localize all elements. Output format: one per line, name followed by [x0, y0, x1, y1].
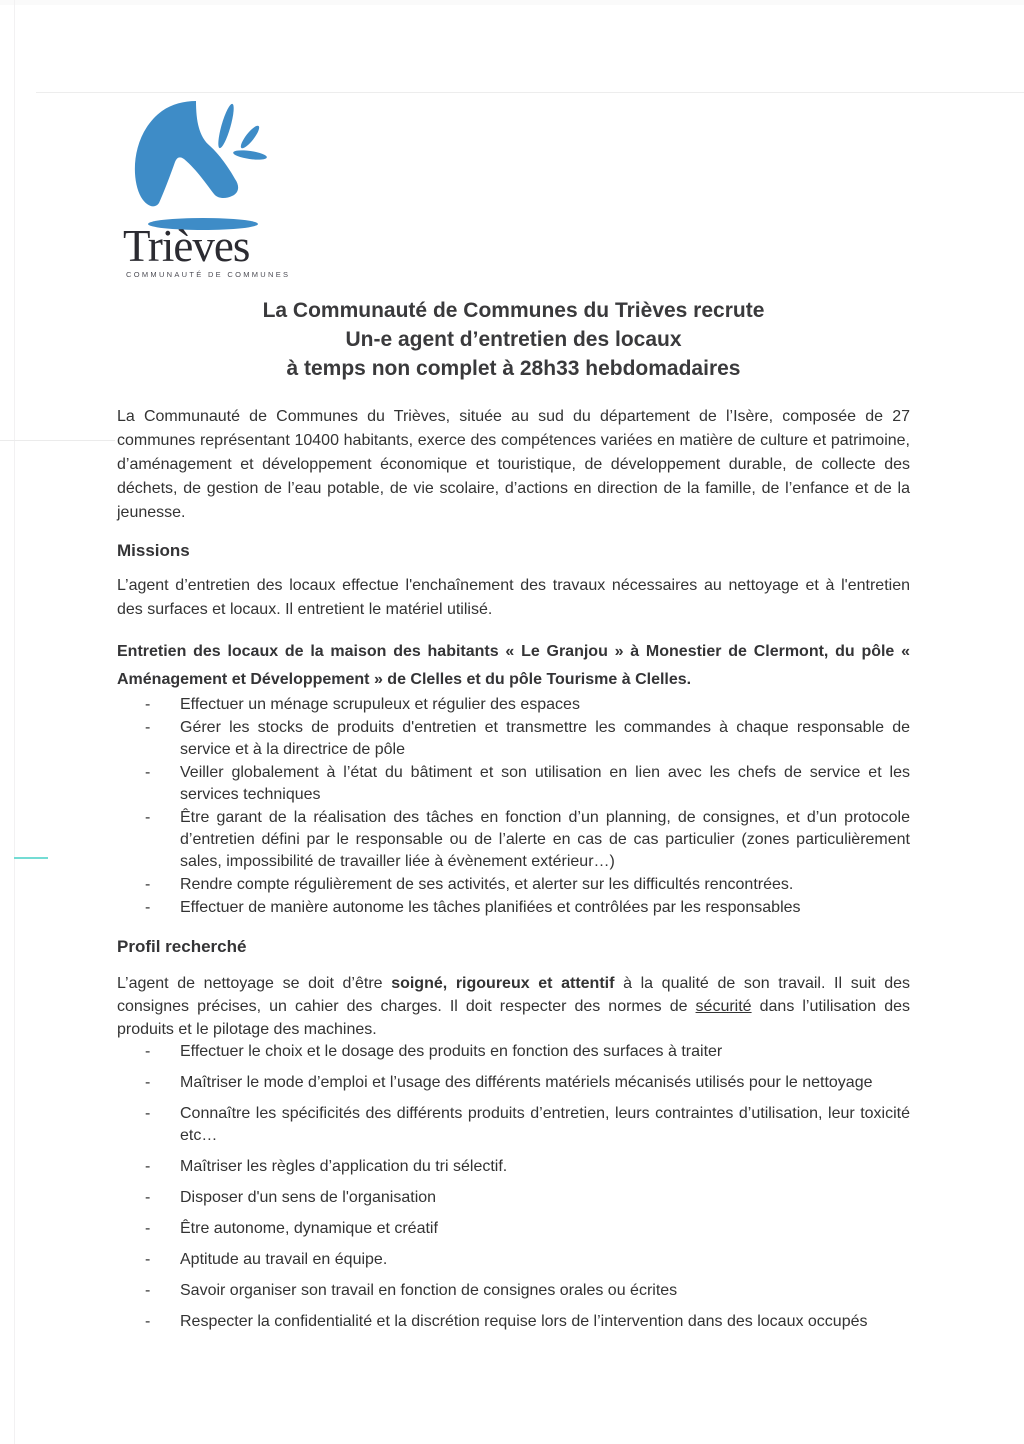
- bullet-text: Être autonome, dynamique et créatif: [180, 1220, 438, 1237]
- title-line-1: La Communauté de Communes du Trièves recrute: [262, 299, 765, 322]
- profile-intro-bold: soigné, rigoureux et attentif: [391, 975, 615, 992]
- missions-list: [117, 694, 910, 919]
- scan-artifact-hline-mid: [0, 440, 115, 441]
- logo-wordmark: Trièves: [123, 221, 250, 271]
- bullet-text: Effectuer le choix et le dosage des produits en fonction des surfaces à traiter: [180, 1043, 723, 1060]
- profile-intro-underlined: sécurité: [695, 998, 752, 1015]
- bullet-text: Maîtriser les règles d’application du tri sélectif.: [180, 1158, 508, 1175]
- bullet-text: Rendre compte régulièrement de ses activités, et alerter sur les difficultés rencontrées.: [180, 876, 794, 893]
- list-item: [145, 1156, 910, 1178]
- missions-heading: Missions: [117, 541, 190, 560]
- document-body: [117, 0, 910, 1342]
- bullet-text: Savoir organiser son travail en fonction de consignes orales ou écrites: [180, 1282, 678, 1299]
- bullet-dash: -: [145, 696, 151, 713]
- bullet-dash: -: [145, 1282, 151, 1299]
- title-line-2: Un-e agent d’entretien des locaux: [345, 328, 682, 351]
- list-item: [145, 1187, 910, 1209]
- bullet-text: Être garant de la réalisation des tâches en fonction d’un planning, de consignes, et d’un protocole d’entretien défini par le responsable ou de l’alerte en cas de cas particulier (zones particulièrement sales, impossibilité de travailler liée à évènement extérieur…): [180, 809, 910, 870]
- bullet-text: Veiller globalement à l’état du bâtiment et son utilisation en lien avec les chefs de service et les services techniques: [180, 764, 910, 803]
- profile-intro-prefix: L’agent de nettoyage se doit d’être: [117, 975, 392, 992]
- title-line-3: à temps non complet à 28h33 hebdomadaires: [286, 357, 741, 380]
- bullet-dash: -: [145, 1158, 151, 1175]
- bullet-text: Maîtriser le mode d’emploi et l’usage des différents matériels mécanisés utilisés pour le nettoyage: [180, 1074, 873, 1091]
- document-title: [117, 296, 910, 383]
- bullet-dash: -: [145, 1220, 151, 1237]
- bullet-dash: -: [145, 809, 151, 826]
- profile-heading: Profil recherché: [117, 937, 247, 956]
- list-item: [145, 1249, 910, 1271]
- bullet-dash: -: [145, 764, 151, 781]
- bullet-dash: -: [145, 1043, 151, 1060]
- bullet-text: Respecter la confidentialité et la discrétion requise lors de l’intervention dans des locaux occupés: [180, 1313, 868, 1330]
- list-item: [145, 1311, 910, 1333]
- intro-paragraph: La Communauté de Communes du Trièves, située au sud du département de l’Isère, composée de 27 communes représentant 10400 habitants, exerce des compétences variées en matière de culture et patrimoine, d’aménagement et développement économique et touristique, de développement durable, de collecte des déchets, de gestion de l’eau potable, de vie scolaire, d’actions en direction de la famille, de l’enfance et de la jeunesse.: [117, 408, 910, 521]
- list-item: [145, 807, 910, 873]
- bullet-text: Gérer les stocks de produits d'entretien et transmettre les commandes à chaque responsable de service et à la directrice de pôle: [180, 719, 910, 758]
- profile-intro-middle: à la qualité de son travail. Il suit des consignes précises, un cahier des charges. Il doit respecter des normes de: [117, 975, 911, 1015]
- bullet-dash: -: [145, 899, 151, 916]
- bullet-dash: -: [145, 1074, 151, 1091]
- bullet-dash: -: [145, 1313, 151, 1330]
- list-item: [145, 874, 910, 896]
- bullet-text: Disposer d'un sens de l'organisation: [180, 1189, 437, 1206]
- list-item: [145, 1041, 910, 1063]
- bullet-text: Connaître les spécificités des différents produits d’entretien, leurs contraintes d’utilisation, leur toxicité etc…: [180, 1105, 910, 1144]
- missions-intro: L’agent d’entretien des locaux effectue l'enchaînement des travaux nécessaires au nettoyage et à l'entretien des surfaces et locaux. Il entretient le matériel utilisé.: [117, 577, 910, 618]
- list-item: [145, 1280, 910, 1302]
- profile-intro-suffix: dans l’utilisation des produits et le pilotage des machines.: [117, 998, 911, 1038]
- scan-artifact-teal-line: [14, 857, 48, 859]
- scan-artifact-vline-left: [14, 0, 15, 1444]
- bullet-text: Effectuer un ménage scrupuleux et régulier des espaces: [180, 696, 580, 713]
- list-item: [145, 1103, 910, 1147]
- bullet-text: Aptitude au travail en équipe.: [180, 1251, 388, 1268]
- list-item: [145, 717, 910, 761]
- bullet-dash: -: [145, 1251, 151, 1268]
- list-item: [145, 1218, 910, 1240]
- list-item: [145, 1072, 910, 1094]
- list-item: [145, 897, 910, 919]
- bullet-dash: -: [145, 719, 151, 736]
- list-item: [145, 762, 910, 806]
- bullet-dash: -: [145, 1189, 151, 1206]
- logo-tagline: COMMUNAUTÉ DE COMMUNES: [126, 270, 291, 279]
- profile-intro: [117, 972, 910, 1041]
- bullet-text: Effectuer de manière autonome les tâches planifiées et contrôlées par les responsables: [180, 899, 801, 916]
- missions-locations: Entretien des locaux de la maison des habitants « Le Granjou » à Monestier de Clermont, du pôle « Aménagement et Développement » de Clelles et du pôle Tourisme à Clelles.: [117, 643, 910, 688]
- bullet-dash: -: [145, 876, 151, 893]
- bullet-dash: -: [145, 1105, 151, 1122]
- list-item: [145, 694, 910, 716]
- profile-list: [117, 1041, 910, 1333]
